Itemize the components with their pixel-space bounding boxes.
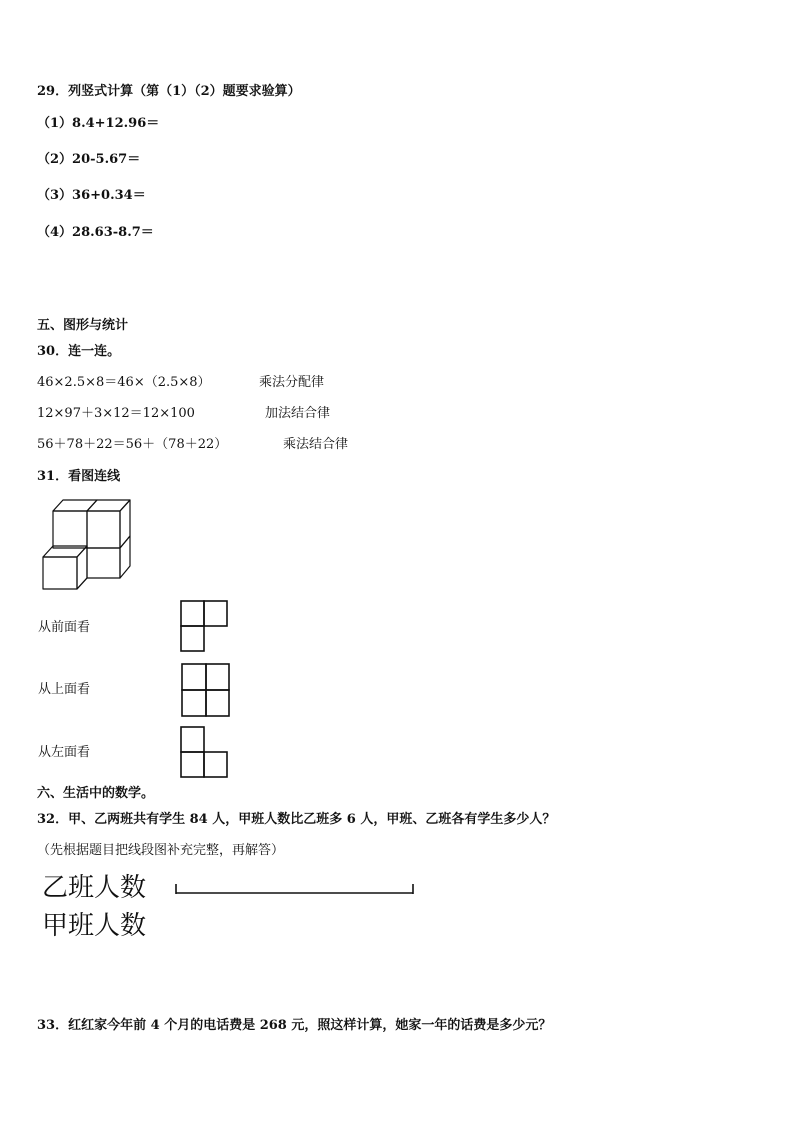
q32-label-class-b: 乙班人数 bbox=[42, 873, 147, 903]
q30-right-3: 乘法结合律 bbox=[283, 437, 349, 452]
q30-right-1: 乘法分配律 bbox=[259, 375, 325, 390]
q31-view-front-label: 从前面看 bbox=[38, 620, 91, 635]
q31-view-top-label: 从上面看 bbox=[38, 682, 91, 697]
q31-title: 31．看图连线 bbox=[37, 469, 121, 484]
q30-right-2: 加法结合律 bbox=[265, 406, 331, 421]
q32-title: 32．甲、乙两班共有学生 84 人，甲班人数比乙班多 6 人，甲班、乙班各有学生多少人？ bbox=[37, 812, 556, 827]
q30-left-2: 12×97＋3×12＝12×100 bbox=[37, 406, 195, 421]
q29-item-3: （3）36+0.34＝ bbox=[37, 188, 146, 203]
q29-title: 29．列竖式计算（第（1）（2）题要求验算） bbox=[37, 84, 301, 99]
q30-title: 30．连一连。 bbox=[37, 344, 121, 359]
q29-item-1: （1）8.4+12.96＝ bbox=[37, 116, 160, 131]
q29-item-2: （2）20-5.67＝ bbox=[37, 152, 141, 167]
q31-view-left-label: 从左面看 bbox=[38, 745, 91, 760]
q32-hint: （先根据题目把线段图补充完整，再解答） bbox=[37, 843, 285, 858]
q33-title: 33．红红家今年前 4 个月的电话费是 268 元，照这样计算，她家一年的话费是多少元？ bbox=[37, 1018, 552, 1033]
q30-left-1: 46×2.5×8＝46×（2.5×8） bbox=[37, 375, 211, 390]
q30-left-3: 56＋78＋22＝56＋（78＋22） bbox=[37, 437, 228, 452]
section5-title: 五、图形与统计 bbox=[37, 318, 129, 333]
q32-label-class-a: 甲班人数 bbox=[42, 911, 147, 941]
section6-title: 六、生活中的数学。 bbox=[37, 786, 155, 801]
q29-item-4: （4）28.63-8.7＝ bbox=[37, 225, 154, 240]
